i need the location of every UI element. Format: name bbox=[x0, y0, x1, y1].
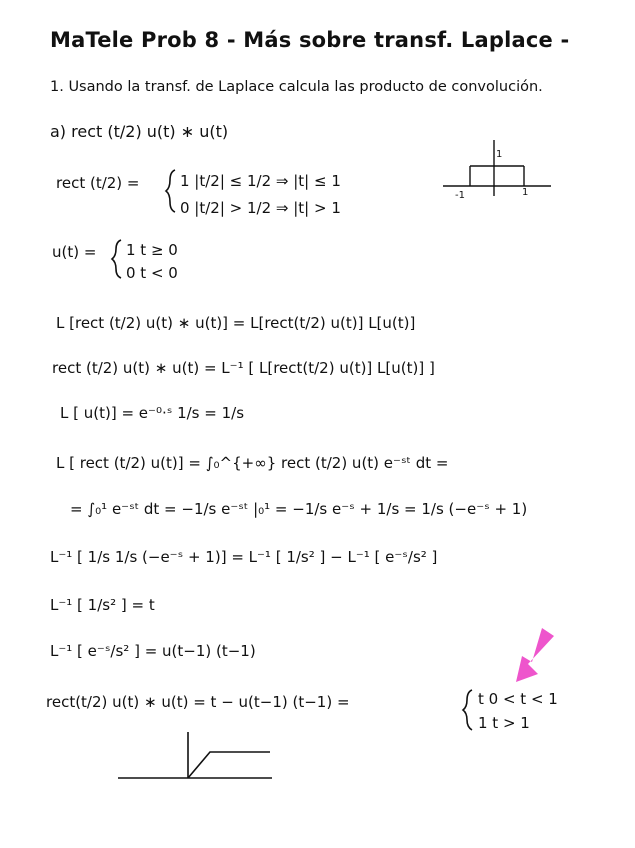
derivation-line-1: L [rect (t/2) u(t) ∗ u(t)] = L[rect(t/2) u(t)] L[u(t)] bbox=[56, 314, 416, 332]
u-def-brace bbox=[112, 240, 121, 278]
result-case1: t 0 < t < 1 bbox=[478, 690, 558, 708]
rect-graph-top-label: 1 bbox=[496, 149, 503, 160]
rect-graph bbox=[443, 140, 551, 196]
u-def-case2: 0 t < 0 bbox=[126, 264, 178, 282]
problem-statement: 1. Usando la transf. de Laplace calcula las producto de convolución. bbox=[50, 79, 543, 95]
derivation-line-2: rect (t/2) u(t) ∗ u(t) = L⁻¹ [ L[rect(t/2) u(t)] L[u(t)] ] bbox=[52, 359, 435, 377]
derivation-line-4: L [ rect (t/2) u(t)] = ∫₀^{+∞} rect (t/2) u(t) e⁻ˢᵗ dt = bbox=[56, 454, 449, 472]
rect-def-case2: 0 |t/2| > 1/2 ⇒ |t| > 1 bbox=[180, 199, 341, 217]
rect-graph-left-label: -1 bbox=[455, 190, 465, 201]
result-case2: 1 t > 1 bbox=[478, 714, 530, 732]
derivation-line-6: L⁻¹ [ 1/s 1/s (−e⁻ˢ + 1)] = L⁻¹ [ 1/s² ] − L⁻¹ [ e⁻ˢ/s² ] bbox=[50, 548, 438, 566]
result-lhs: rect(t/2) u(t) ∗ u(t) = t − u(t−1) (t−1) = bbox=[46, 693, 350, 711]
derivation-line-7: L⁻¹ [ 1/s² ] = t bbox=[50, 596, 155, 614]
result-brace bbox=[463, 690, 472, 730]
u-def-lhs: u(t) = bbox=[52, 243, 97, 261]
u-def-case1: 1 t ≥ 0 bbox=[126, 241, 178, 259]
rect-def-case1: 1 |t/2| ≤ 1/2 ⇒ |t| ≤ 1 bbox=[180, 172, 341, 190]
rect-def-brace bbox=[166, 170, 175, 212]
pink-arrow-icon bbox=[516, 628, 554, 682]
result-sketch bbox=[118, 732, 272, 778]
result-sketch-curve bbox=[188, 752, 270, 778]
rect-def-lhs: rect (t/2) = bbox=[56, 174, 140, 192]
derivation-line-8: L⁻¹ [ e⁻ˢ/s² ] = u(t−1) (t−1) bbox=[50, 642, 256, 660]
page-title: MaTele Prob 8 - Más sobre transf. Laplace - bbox=[50, 28, 570, 52]
derivation-line-3: L [ u(t)] = e⁻⁰·ˢ 1/s = 1/s bbox=[60, 404, 245, 422]
part-a-heading: a) rect (t/2) u(t) ∗ u(t) bbox=[50, 122, 229, 141]
rect-graph-right-label: 1 bbox=[522, 187, 529, 198]
derivation-line-5: = ∫₀¹ e⁻ˢᵗ dt = −1/s e⁻ˢᵗ |₀¹ = −1/s e⁻ˢ + 1/s = 1/s (−e⁻ˢ + 1) bbox=[70, 500, 528, 518]
